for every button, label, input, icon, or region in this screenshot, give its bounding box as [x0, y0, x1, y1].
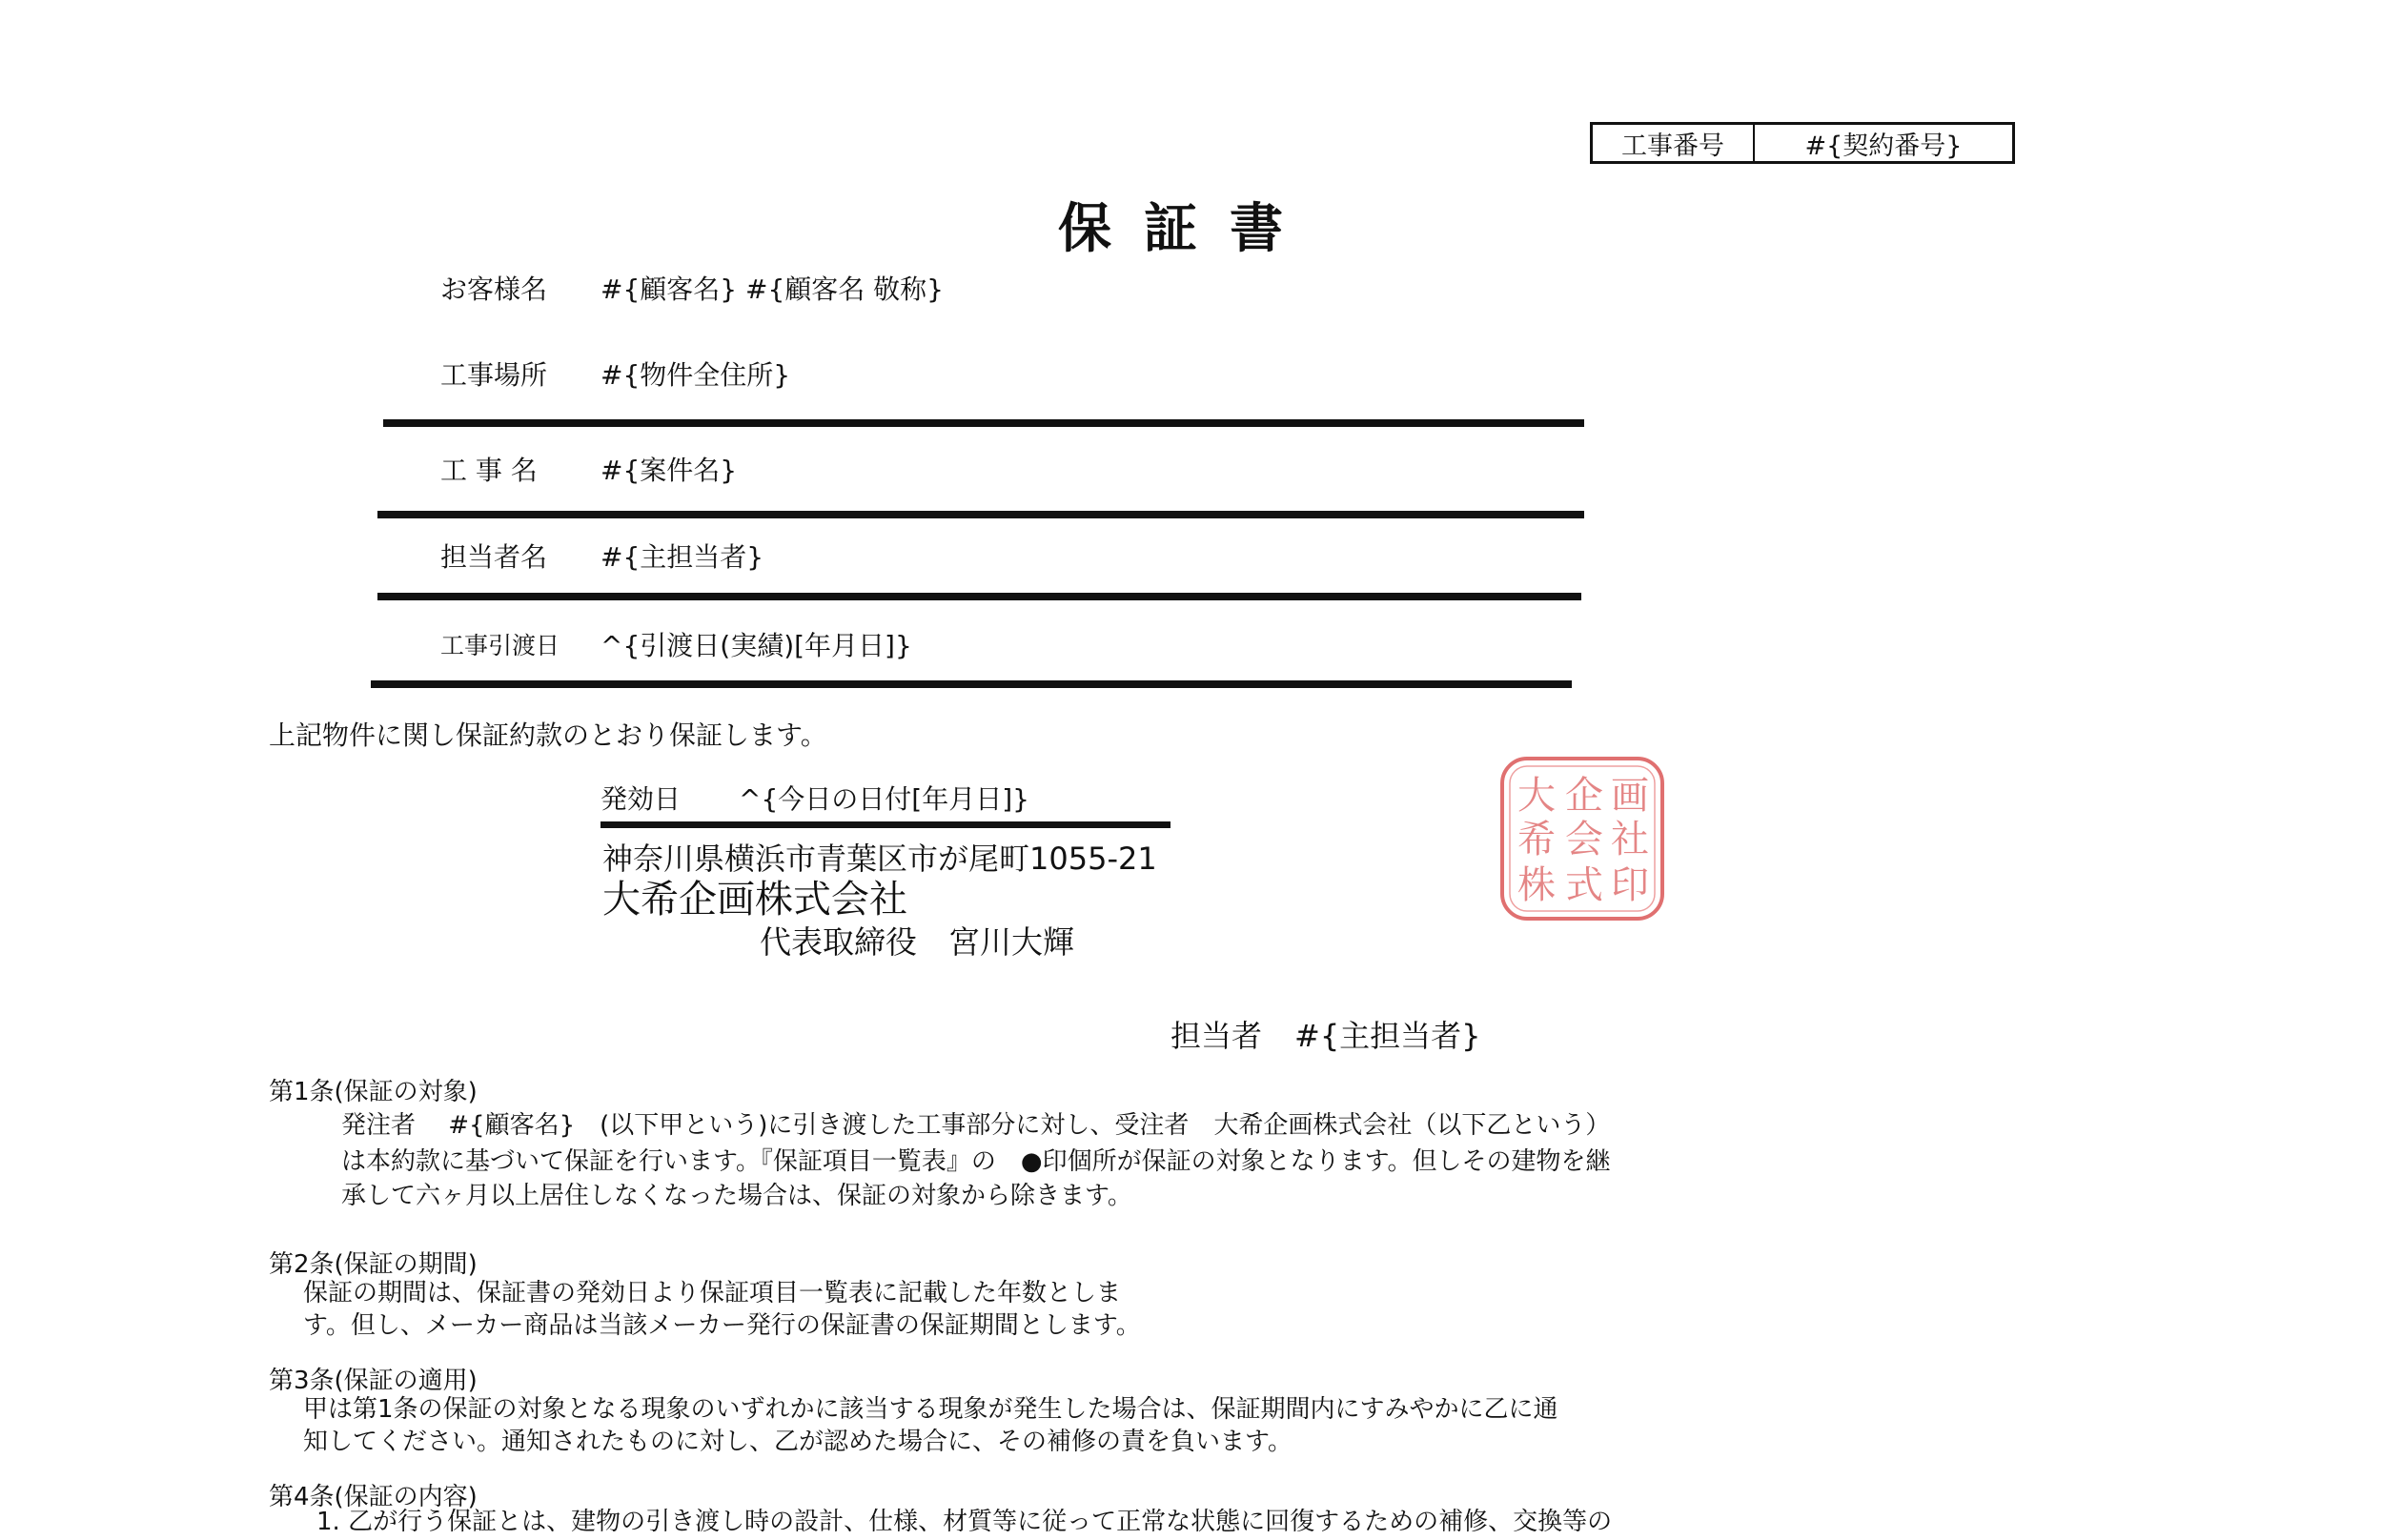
effective-date-value: ^{今日の日付[年月日]}	[739, 783, 1029, 815]
construction-number-label: 工事番号	[1593, 125, 1755, 161]
article-1-line-2: は本約款に基づいて保証を行います。『保証項目一覧表』の ●印個所が保証の対象となります。但しその建物を継	[341, 1147, 1611, 1176]
article-2-line-2: す。但し、メーカー商品は当該メーカー発行の保証書の保証期間とします。	[303, 1311, 1141, 1340]
customer-label: お客様名	[440, 274, 548, 305]
article-4-line-1: 1. 乙が行う保証とは、建物の引き渡し時の設計、仕様、材質等に従って正常な状態に回復するための補修、交換等の	[316, 1508, 1613, 1536]
svg-text:企: 企	[1565, 774, 1603, 818]
article-3-line-2: 知してください。通知されたものに対し、乙が認めた場合に、その補修の責を負います。	[303, 1428, 1293, 1456]
article-4-title: 第4条(保証の内容)	[269, 1483, 478, 1511]
person-in-charge-value: #{主担当者}	[1294, 1018, 1481, 1054]
svg-text:式: 式	[1565, 863, 1603, 907]
article-3-title: 第3条(保証の適用)	[269, 1367, 478, 1395]
person-in-charge-label: 担当者	[1170, 1018, 1263, 1054]
divider-rule	[383, 419, 1584, 427]
construction-number-box	[1590, 122, 2015, 164]
article-1-line-1: 発注者 #{顧客名} (以下甲という)に引き渡した工事部分に対し、受注者 大希企画株式会社（以下乙という）	[341, 1111, 1611, 1140]
effective-date-label: 発効日	[600, 783, 682, 815]
handover-date-label: 工事引渡日	[440, 632, 560, 659]
construction-number-value: #{契約番号}	[1804, 131, 1963, 161]
svg-text:社: 社	[1611, 818, 1649, 861]
article-2-title: 第2条(保証の期間)	[269, 1250, 478, 1279]
document-title: 保証書	[1058, 198, 1315, 260]
site-value: #{物件全住所}	[600, 359, 791, 391]
company-address: 神奈川県横浜市青葉区市が尾町1055-21	[602, 841, 1157, 877]
manager-label: 担当者名	[440, 541, 548, 573]
intro-text: 上記物件に関し保証約款のとおり保証します。	[269, 719, 827, 751]
divider-rule	[377, 593, 1581, 600]
svg-text:希: 希	[1517, 818, 1556, 861]
manager-value: #{主担当者}	[600, 541, 764, 573]
divider-rule	[377, 511, 1584, 518]
effective-date-rule	[600, 821, 1170, 828]
customer-value: #{顧客名} #{顧客名 敬称}	[600, 274, 944, 305]
article-1-line-3: 承して六ヶ月以上居住しなくなった場合は、保証の対象から除きます。	[341, 1182, 1132, 1210]
handover-date-value: ^{引渡日(実績)[年月日]}	[600, 630, 912, 661]
work-name-value: #{案件名}	[600, 455, 738, 486]
company-name: 大希企画株式会社	[602, 878, 907, 922]
article-1-title: 第1条(保証の対象)	[269, 1078, 478, 1106]
divider-rule	[371, 680, 1572, 688]
article-2-line-1: 保証の期間は、保証書の発効日より保証項目一覧表に記載した年数としま	[303, 1279, 1122, 1307]
svg-text:株: 株	[1517, 863, 1556, 907]
representative-name: 代表取締役 宮川大輝	[760, 923, 1074, 961]
work-name-label: 工 事 名	[440, 455, 538, 486]
svg-text:印: 印	[1611, 863, 1649, 907]
article-3-line-1: 甲は第1条の保証の対象となる現象のいずれかに該当する現象が発生した場合は、保証期間内にすみやかに乙に通	[303, 1395, 1558, 1424]
site-label: 工事場所	[440, 359, 548, 391]
svg-text:大: 大	[1517, 774, 1556, 818]
company-seal-stamp	[1496, 753, 1668, 924]
svg-text:画: 画	[1611, 774, 1649, 818]
svg-text:会: 会	[1565, 818, 1603, 861]
